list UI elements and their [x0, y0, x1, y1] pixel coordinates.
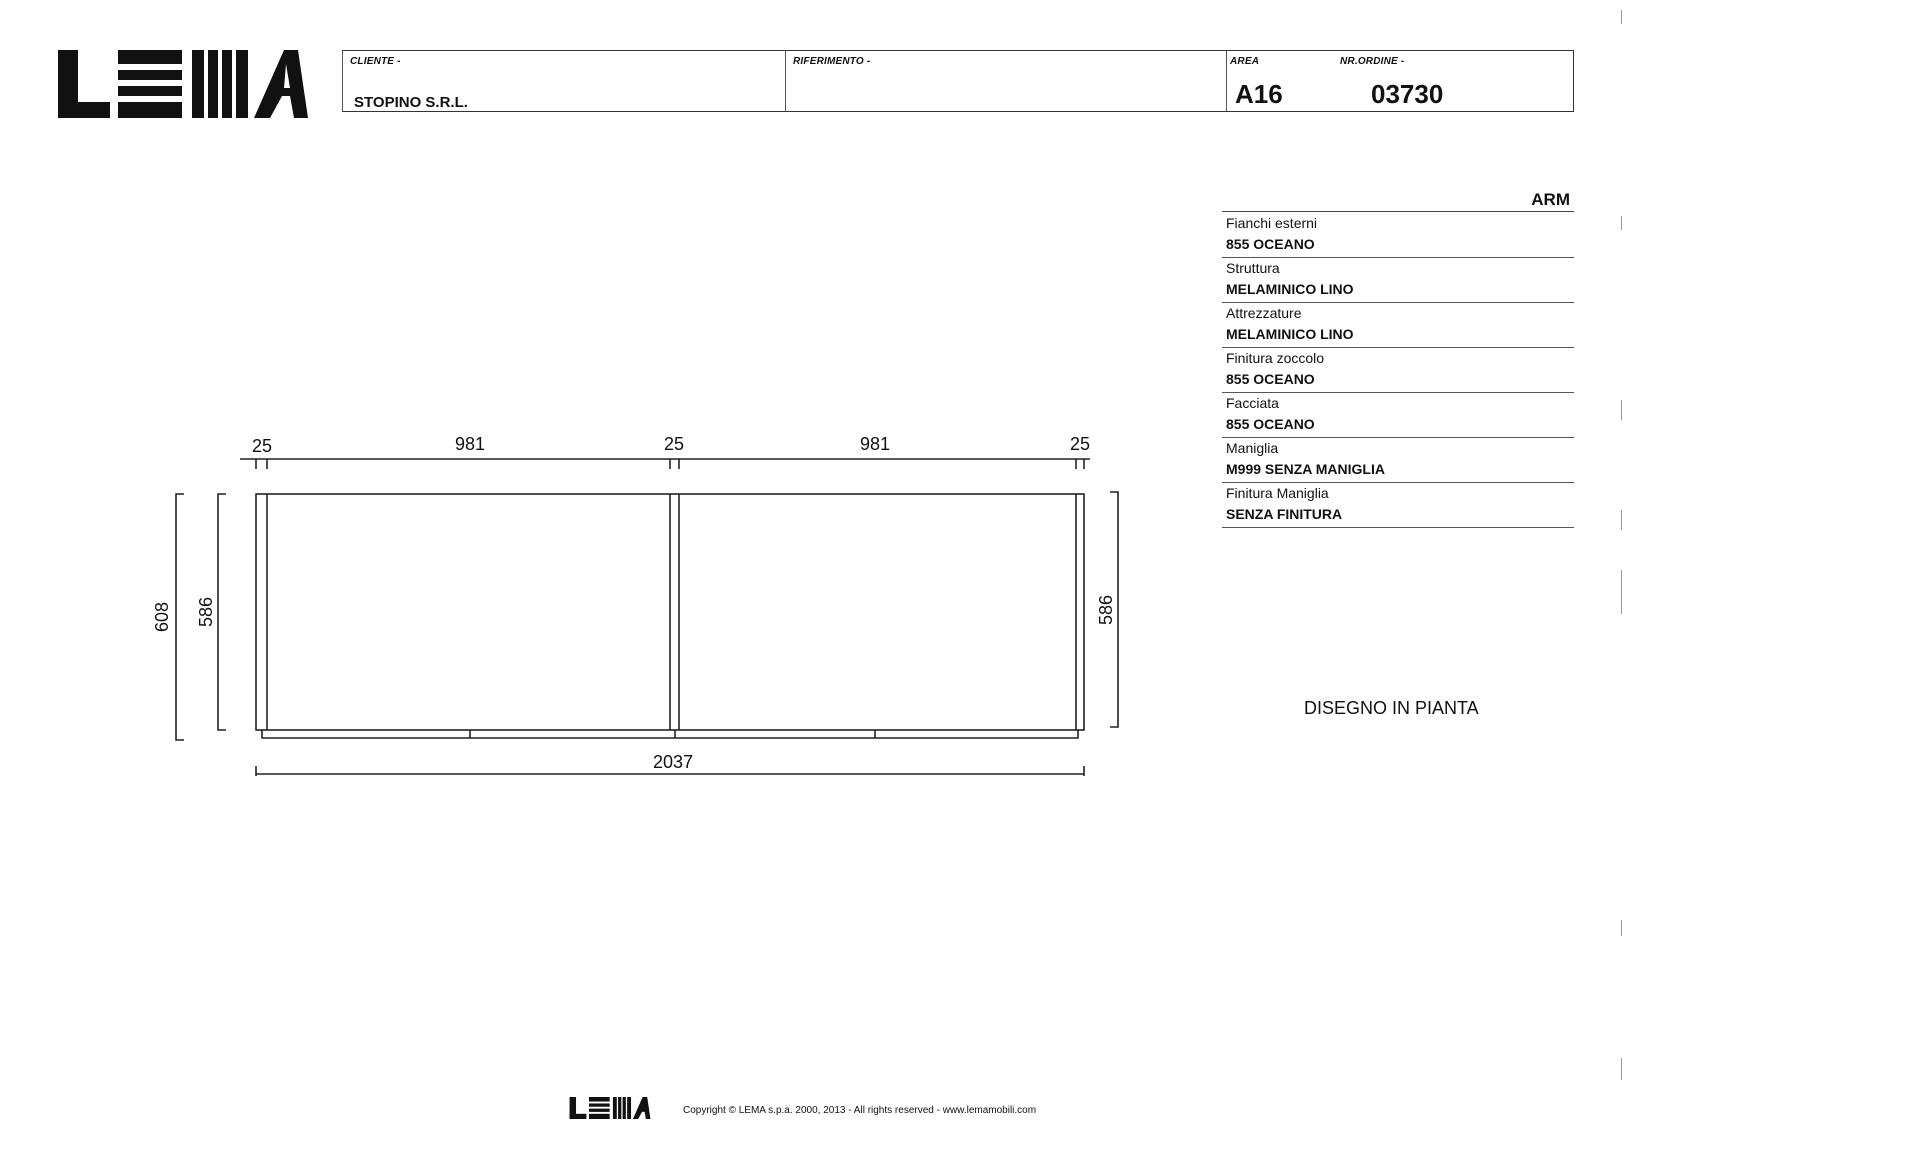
- copyright-text: Copyright © LEMA s.p.a. 2000, 2013 - All rights reserved - www.lemamobili.com: [683, 1105, 1037, 1116]
- riferimento-label: RIFERIMENTO -: [793, 56, 871, 67]
- dim-outer-depth: 608: [152, 601, 172, 633]
- outer-depth-bracket: [176, 494, 184, 740]
- inner-depth-bracket-left: [218, 494, 226, 730]
- area-value: A16: [1235, 79, 1283, 109]
- spec-value: MELAMINICO LINO: [1226, 326, 1354, 342]
- dim-inner-depth-right: 586: [1096, 594, 1116, 626]
- ordine-value: 03730: [1371, 79, 1444, 109]
- dim-inner-depth-left: 586: [196, 596, 216, 628]
- scan-margin-mark: [1621, 570, 1622, 614]
- dim-label: 25: [251, 436, 273, 456]
- plinth-strip: [262, 730, 1078, 738]
- cliente-label: CLIENTE -: [350, 56, 401, 67]
- spec-heading: ARM: [1531, 190, 1570, 209]
- spec-label: Finitura zoccolo: [1226, 350, 1325, 366]
- spec-label: Fianchi esterni: [1226, 215, 1318, 231]
- area-label: AREA: [1230, 56, 1260, 67]
- scan-margin-mark: [1621, 10, 1622, 24]
- cliente-value: STOPINO S.R.L.: [354, 94, 468, 111]
- dim-label: 25: [663, 434, 685, 454]
- spec-value: 855 OCEANO: [1226, 416, 1315, 432]
- plan-caption: DISEGNO IN PIANTA: [1304, 698, 1479, 718]
- scan-margin-mark: [1621, 920, 1622, 936]
- spec-label: Struttura: [1226, 260, 1280, 276]
- spec-value: M999 SENZA MANIGLIA: [1226, 461, 1385, 477]
- scan-margin-mark: [1621, 216, 1622, 230]
- dim-label: 981: [454, 434, 486, 454]
- spec-value: 855 OCEANO: [1226, 371, 1315, 387]
- scan-margin-mark: [1621, 400, 1622, 420]
- dim-label: 981: [859, 434, 891, 454]
- scan-margin-mark: [1621, 1058, 1622, 1080]
- spec-label: Facciata: [1226, 395, 1279, 411]
- dim-total-width: 2037: [652, 752, 694, 772]
- spec-value: 855 OCEANO: [1226, 236, 1315, 252]
- lema-footer-logo: [568, 1097, 652, 1119]
- dim-label: 25: [1069, 434, 1091, 454]
- spec-value: SENZA FINITURA: [1226, 506, 1343, 522]
- spec-value: MELAMINICO LINO: [1226, 281, 1354, 297]
- scan-margin-mark: [1621, 510, 1622, 530]
- spec-label: Attrezzature: [1226, 305, 1302, 321]
- spec-label: Maniglia: [1226, 440, 1279, 456]
- spec-label: Finitura Maniglia: [1226, 485, 1329, 501]
- ordine-label: NR.ORDINE -: [1340, 56, 1405, 67]
